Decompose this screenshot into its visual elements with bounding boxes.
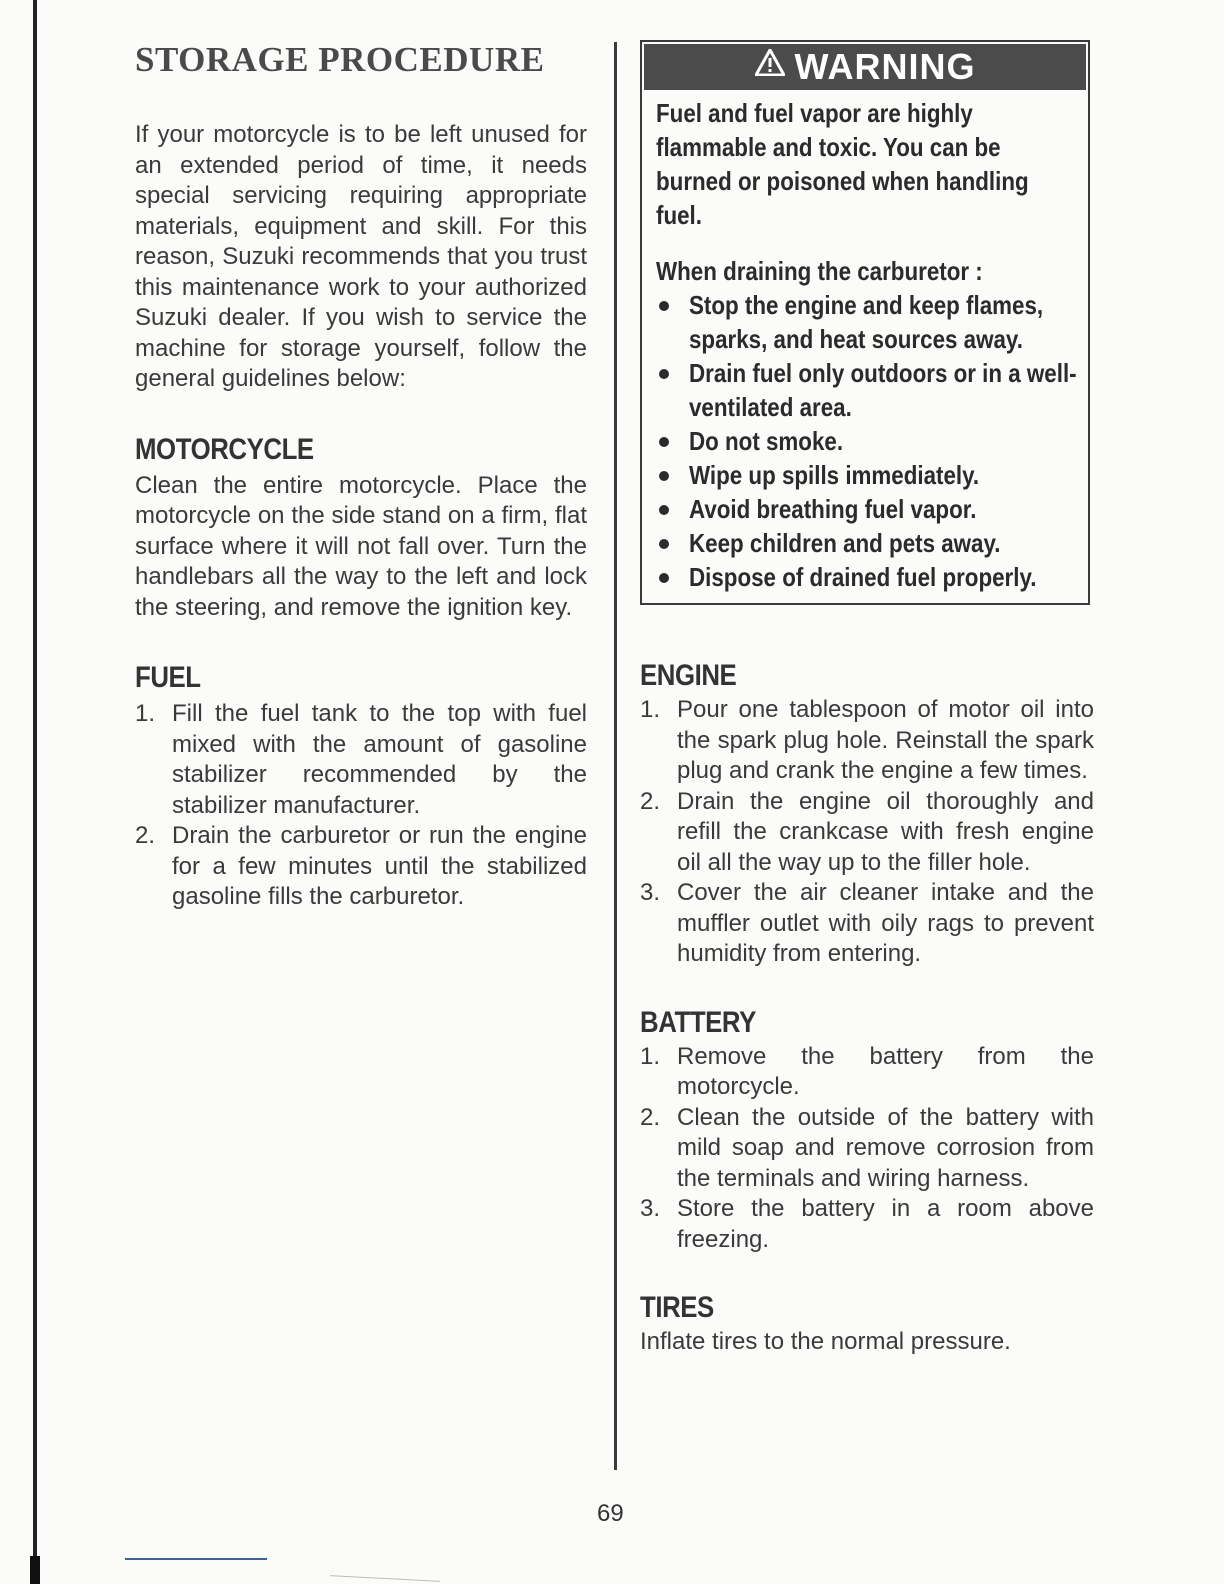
page-title: STORAGE PROCEDURE [135,40,545,79]
binding-edge [33,0,37,1584]
warning-box [640,40,1090,605]
fuel-steps [135,699,587,913]
list-item [640,787,1094,879]
list-item [656,288,1074,356]
step-number: 3. [640,1195,661,1222]
list-item [640,695,1094,787]
bullet-icon [659,471,669,481]
list-item [135,821,587,913]
fuel-heading: FUEL [135,661,201,694]
step-text: Cover the air cleaner intake and the muffler outlet with oily rags to prevent humidity from entering. [677,879,1094,967]
fuel-section [135,661,587,913]
binding-mark [30,1556,40,1584]
step-text: Clean the outside of the battery with mild soap and remove corrosion from the terminals and wiring harness. [677,1103,1094,1192]
step-number: 3. [640,879,661,906]
bullet-icon [659,301,669,311]
warning-subheading: When draining the carburetor : [656,256,983,286]
step-text: Pour one tablespoon of motor oil into the spark plug hole. Reinstall the spark plug and crank the engine a few times. [677,696,1094,784]
bullet-icon [659,573,669,583]
step-text: Fill the fuel tank to the top with fuel mixed with the amount of gasoline stabilizer recommended by the stabilizer manufacturer. [172,700,587,819]
list-item [640,1194,1094,1255]
list-item [640,1042,1094,1103]
list-item [656,458,1074,492]
step-text: Drain the engine oil thoroughly and refill the crankcase with fresh engine oil all the way up to the filler hole. [677,787,1094,876]
warning-bullets [656,288,1077,594]
page-number: 69 [597,1500,624,1527]
list-item [656,492,1074,526]
engine-section [640,659,1094,970]
motorcycle-section [135,433,587,624]
step-number: 2. [135,822,156,849]
right-column [640,40,1094,1358]
motorcycle-heading: MOTORCYCLE [135,432,314,466]
bullet-text: Avoid breathing fuel vapor. [689,494,977,524]
tires-heading: TIRES [640,1291,714,1324]
left-column [135,40,587,913]
warning-body [642,90,1088,594]
step-number: 1. [640,696,661,723]
intro-paragraph: If your motorcycle is to be left unused for an extended period of time, it needs special servicing requiring appropriate materials, equipment and skill. For this reason, Suzuki recommends that you trust this maintenance work to your authorized Suzuki dealer. If you wish to service the machine for storage yourself, follow the general guidelines below: [135,121,587,392]
bullet-icon [659,437,669,447]
engine-steps [640,695,1094,970]
step-text: Remove the battery from the motorcycle. [677,1042,1094,1100]
bullet-text: Wipe up spills immediately. [689,460,980,490]
bullet-text: Stop the engine and keep flames, sparks, and heat sources away. [689,290,1044,354]
list-item [656,560,1074,594]
list-item [640,878,1094,970]
motorcycle-text: Clean the entire motorcycle. Place the motorcycle on the side stand on a firm, flat surface where it will not fall over. Turn the handlebars all the way to the left and lock the steering, and remove the ignition key. [135,471,587,621]
warning-statement: Fuel and fuel vapor are highly flammable and toxic. You can be burned or poisoned when handling fuel. [656,98,1029,230]
bullet-text: Do not smoke. [689,426,844,456]
battery-heading: BATTERY [640,1005,756,1039]
bullet-text: Drain fuel only outdoors or in a well-ventilated area. [689,358,1077,422]
list-item [656,356,1077,424]
bullet-icon [659,505,669,515]
battery-section [640,1006,1094,1256]
step-text: Store the battery in a room above freezing. [677,1195,1094,1253]
battery-steps [640,1042,1094,1256]
bullet-icon [659,369,669,379]
bullet-text: Keep children and pets away. [689,528,1001,558]
warning-banner [644,44,1086,90]
step-number: 1. [135,700,156,727]
scan-smudge [330,1575,440,1582]
footer-rule [125,1558,267,1560]
list-item [656,526,1074,560]
step-number: 2. [640,787,661,815]
list-item [656,424,1074,458]
tires-text: Inflate tires to the normal pressure. [640,1328,1011,1355]
warning-label: WARNING [794,46,976,87]
warning-triangle-icon [755,49,785,81]
bullet-icon [659,539,669,549]
engine-heading: ENGINE [640,659,737,692]
step-number: 2. [640,1103,661,1131]
column-divider [614,42,617,1470]
list-item [135,699,587,821]
bullet-text: Dispose of drained fuel properly. [689,562,1037,592]
list-item [640,1103,1094,1195]
step-number: 1. [640,1042,661,1070]
tires-section [640,1291,1094,1358]
step-text: Drain the carburetor or run the engine for a few minutes until the stabilized gasoline fills the carburetor. [172,822,587,910]
